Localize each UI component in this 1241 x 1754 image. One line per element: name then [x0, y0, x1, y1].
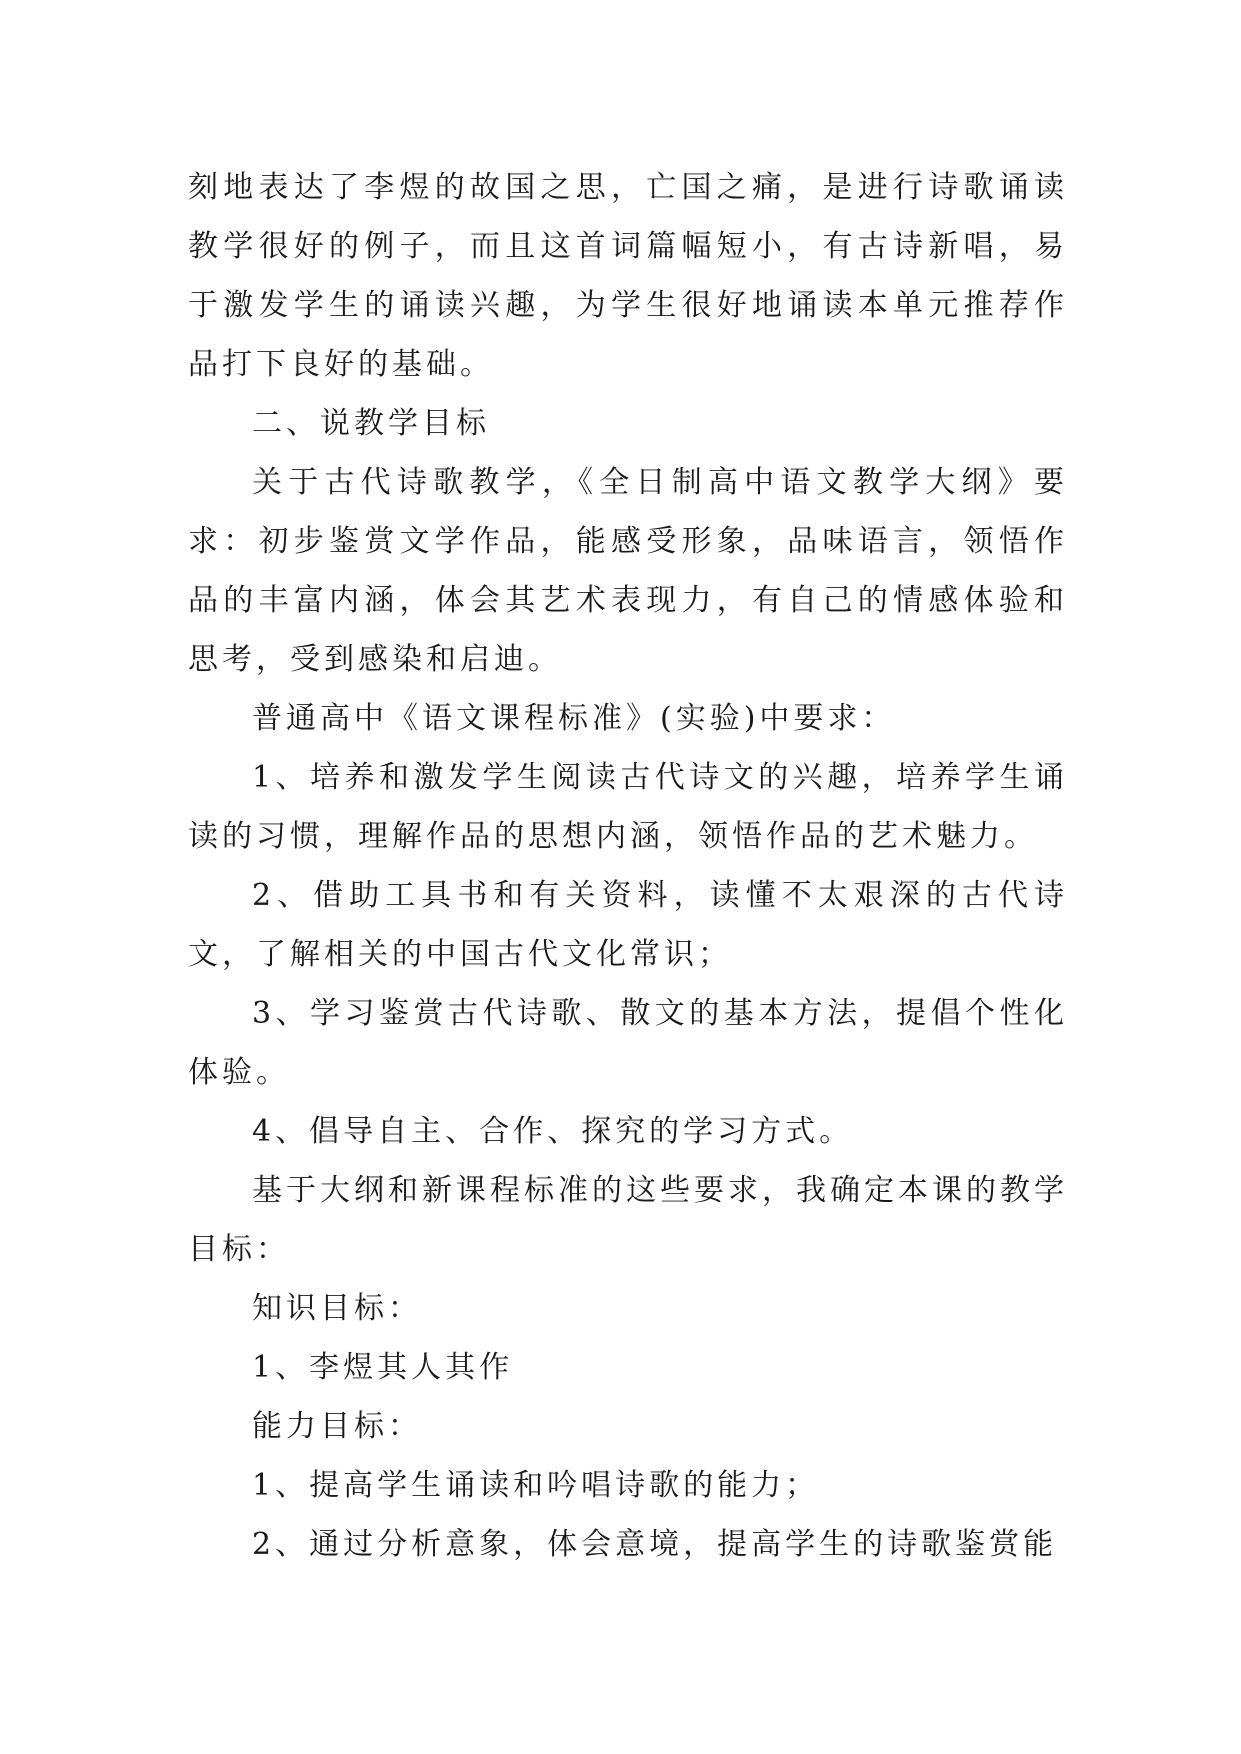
paragraph: 关于古代诗歌教学，《全日制高中语文教学大纲》要求：初步鉴赏文学作品，能感受形象，品味语言，领悟作品的丰富内涵，体会其艺术表现力，有自己的情感体验和思考，受到感染和启迪。 — [188, 465, 1068, 677]
list-item: 1、培养和激发学生阅读古代诗文的兴趣，培养学生诵读的习惯，理解作品的思想内涵，领悟作品的艺术魅力。 — [188, 760, 1068, 854]
list-item: 2、借助工具书和有关资料，读懂不太艰深的古代诗文，了解相关的中国古代文化常识； — [188, 878, 1068, 972]
list-item: 1、提高学生诵读和吟唱诗歌的能力； — [252, 1468, 820, 1503]
paragraph: 基于大纲和新课程标准的这些要求，我确定本课的教学目标： — [188, 1173, 1068, 1267]
paragraph: 刻地表达了李煜的故国之思，亡国之痛，是进行诗歌诵读教学很好的例子，而且这首词篇幅短小，有古诗新唱，易于激发学生的诵读兴趣，为学生很好地诵读本单元推荐作品打下良好的基础。 — [188, 170, 1068, 382]
paragraph: 普通高中《语文课程标准》(实验)中要求： — [252, 701, 896, 736]
subheading: 知识目标： — [252, 1291, 422, 1326]
list-item: 4、倡导自主、合作、探究的学习方式。 — [252, 1114, 854, 1149]
list-item: 1、李煜其人其作 — [252, 1350, 514, 1385]
document-body — [188, 158, 1068, 1574]
list-item: 3、学习鉴赏古代诗歌、散文的基本方法，提倡个性化体验。 — [188, 996, 1068, 1090]
subheading: 能力目标： — [252, 1409, 422, 1444]
list-item: 2、通过分析意象，体会意境，提高学生的诗歌鉴赏能 — [252, 1527, 1058, 1562]
section-heading: 二、说教学目标 — [252, 406, 490, 441]
